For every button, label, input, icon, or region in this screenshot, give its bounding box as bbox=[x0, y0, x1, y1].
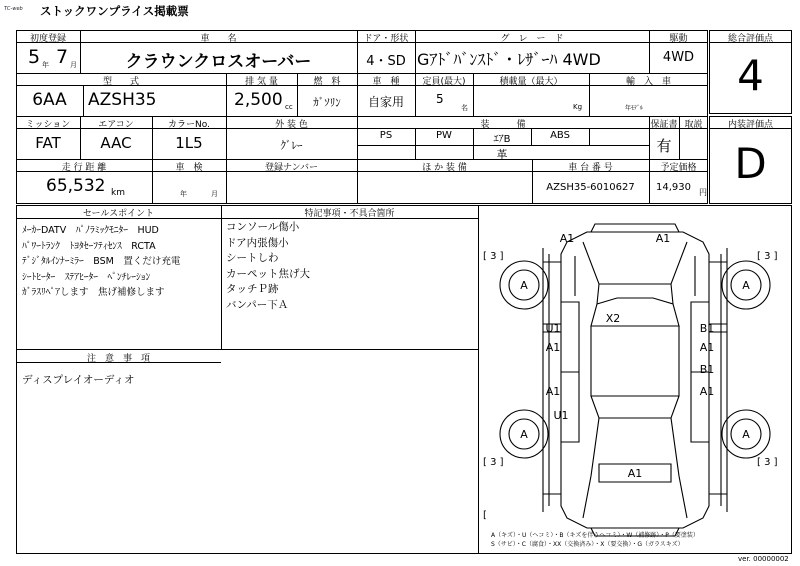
caution-item: ディスプレイオーディオ bbox=[22, 374, 135, 386]
label-import: 輸 入 車 bbox=[625, 77, 671, 87]
bracket-rear-left: [ 3 ] bbox=[483, 457, 504, 468]
equipment-abs: ABS bbox=[550, 130, 570, 141]
sales-point-item: ﾊﾟﾜｰﾄﾗﾝｸ ﾄﾖﾀｾｰﾌﾃｨｾﾝｽ RCTA bbox=[22, 240, 156, 252]
vehicle-type: 自家用 bbox=[367, 95, 404, 109]
legend-line-2: S（サビ）・C（腐食）・XX（交換済み）・X（要交換）・G（ガラスキズ） bbox=[491, 541, 684, 548]
label-interior-score: 内装評価点 bbox=[727, 120, 773, 130]
label-color-no: カラーNo. bbox=[168, 120, 210, 130]
label-other-equipment: ほ か 装 備 bbox=[422, 163, 467, 173]
unit-yen: 円 bbox=[699, 188, 707, 197]
interior-score: D bbox=[734, 139, 767, 188]
equipment-ps: PS bbox=[379, 130, 393, 141]
bracket-empty: [ bbox=[483, 510, 487, 521]
label-vehicle-type: 車 種 bbox=[372, 77, 400, 87]
label-displacement: 排 気 量 bbox=[245, 77, 278, 87]
special-note-item: シートしわ bbox=[226, 252, 279, 264]
caution-list bbox=[22, 373, 135, 389]
label-fuel: 燃 料 bbox=[313, 77, 341, 87]
mark-right-3: B1 bbox=[699, 363, 715, 376]
special-note-item: カーペット焦げ大 bbox=[226, 267, 310, 280]
unit-year: 年 bbox=[42, 61, 49, 69]
sales-points-list bbox=[22, 223, 180, 301]
mark-right-2: A1 bbox=[699, 341, 715, 354]
unit-inspection-year: 年 bbox=[180, 190, 187, 198]
mission: FAT bbox=[35, 134, 61, 152]
mark-left-1: U1 bbox=[545, 322, 561, 335]
mark-front-left: A1 bbox=[559, 232, 575, 245]
label-car-name: 車 名 bbox=[200, 34, 237, 44]
unit-inspection-month: 月 bbox=[211, 190, 218, 198]
label-drive: 駆動 bbox=[669, 34, 688, 44]
unit-month: 月 bbox=[70, 61, 77, 69]
mark-tire-rr: A bbox=[742, 428, 750, 441]
door-shape: 4・SD bbox=[366, 54, 406, 69]
chassis-no: AZSH35-6010627 bbox=[546, 182, 635, 193]
label-planned-price: 予定価格 bbox=[660, 163, 697, 173]
first-reg-year: 5 bbox=[28, 46, 41, 68]
special-notes-list bbox=[226, 220, 310, 313]
exterior-color: ｸﾞﾚｰ bbox=[280, 139, 303, 152]
mark-roof: X2 bbox=[605, 312, 621, 325]
special-note-item: タッチＰ跡 bbox=[226, 283, 279, 295]
unit-km: km bbox=[111, 188, 125, 198]
mark-tire-fl: A bbox=[520, 279, 528, 292]
special-note-item: ドア内張傷小 bbox=[226, 236, 289, 249]
equipment-airbag: ｴｱB bbox=[493, 134, 511, 145]
first-reg-month: 7 bbox=[56, 46, 69, 68]
label-first-reg: 初度登録 bbox=[29, 34, 66, 44]
capacity: 5 bbox=[436, 92, 444, 106]
color-no: 1L5 bbox=[175, 134, 203, 152]
model-code: AZSH35 bbox=[88, 90, 157, 110]
drive: 4WD bbox=[662, 50, 695, 65]
legend-line-1: A（キズ）・U（ヘコミ）・B（キズを伴うヘコミ）・W（補修跡）・P（要塗装） bbox=[491, 532, 699, 539]
sales-point-item: ｼｰﾄﾋｰﾀｰ ｽﾃｱﾋｰﾀｰ ﾍﾟﾝﾁﾚｰｼｮﾝ bbox=[22, 271, 151, 283]
page-title: ストックワンプライス掲載票 bbox=[40, 4, 189, 18]
unit-kg: Kg bbox=[573, 103, 583, 111]
car-name: クラウンクロスオーバー bbox=[125, 52, 312, 72]
label-aircon: エアコン bbox=[98, 120, 134, 130]
logo: TC-web bbox=[4, 6, 23, 12]
label-inspection: 車 検 bbox=[175, 163, 203, 173]
planned-price: 14,930 bbox=[656, 182, 691, 193]
label-caution: 注 意 事 項 bbox=[86, 354, 150, 364]
equipment-pw: PW bbox=[436, 130, 452, 141]
sales-point-item: ﾒｰｶｰDATV ﾊﾟﾉﾗﾐｯｸﾓﾆﾀｰ HUD bbox=[22, 225, 159, 236]
label-reg-number: 登録ナンバー bbox=[265, 163, 318, 173]
mark-right-4: A1 bbox=[699, 385, 715, 398]
version: ver. 00000002 bbox=[738, 555, 789, 563]
mark-rear: A1 bbox=[627, 467, 643, 480]
bracket-front-left: [ 3 ] bbox=[483, 251, 504, 262]
total-score: 4 bbox=[737, 51, 764, 100]
label-mileage: 走 行 距 離 bbox=[61, 163, 107, 173]
label-model: 型 式 bbox=[102, 77, 139, 87]
mileage: 65,532 bbox=[46, 176, 106, 196]
unit-person: 名 bbox=[461, 104, 468, 112]
label-door-shape: ドア・形状 bbox=[363, 34, 409, 44]
mark-tire-rl: A bbox=[520, 428, 528, 441]
model-prefix: 6AA bbox=[32, 90, 67, 110]
special-note-item: バンパー下Ａ bbox=[226, 298, 289, 311]
label-warranty: 保証書 bbox=[650, 120, 678, 130]
bracket-rear-right: [ 3 ] bbox=[757, 457, 778, 468]
car-damage-diagram bbox=[479, 206, 791, 552]
label-grade: グ レ ー ド bbox=[500, 34, 564, 44]
label-equipment: 装 備 bbox=[480, 120, 526, 130]
mark-tire-fr: A bbox=[742, 279, 750, 292]
grade: Gｱﾄﾞﾊﾞﾝｽﾄﾞ・ﾚｻﾞｰﾊ 4WD bbox=[417, 50, 601, 69]
label-mission: ミッション bbox=[25, 120, 71, 130]
label-exterior-color: 外 装 色 bbox=[275, 120, 308, 130]
mark-right-1: B1 bbox=[699, 322, 715, 335]
bracket-front-right: [ 3 ] bbox=[757, 251, 778, 262]
mark-left-3: A1 bbox=[545, 385, 561, 398]
mark-left-2: A1 bbox=[545, 341, 561, 354]
warranty: 有 bbox=[656, 137, 672, 155]
sales-point-item: ﾃﾞｼﾞﾀﾙｲﾝﾅｰﾐﾗｰ BSM 置くだけ充電 bbox=[22, 256, 181, 267]
label-special-notes: 特記事項・不具合箇所 bbox=[304, 209, 395, 219]
special-note-item: コンソール傷小 bbox=[226, 221, 300, 233]
label-manual: 取説 bbox=[684, 120, 703, 130]
label-chassis-no: 車 台 番 号 bbox=[568, 163, 613, 173]
mark-left-4: U1 bbox=[553, 409, 569, 422]
displacement: 2,500 bbox=[234, 90, 283, 110]
mark-front-right: A1 bbox=[655, 232, 671, 245]
label-sales-point: セールスポイント bbox=[82, 209, 155, 219]
unit-model-year: 年ﾓﾃﾞﾙ bbox=[625, 105, 644, 112]
sales-point-item: ｶﾞﾗｽﾘﾍﾟｱします 焦げ補修します bbox=[22, 287, 165, 298]
fuel: ｶﾞｿﾘﾝ bbox=[313, 96, 341, 109]
label-load: 積載量（最大） bbox=[499, 77, 563, 87]
aircon: AAC bbox=[100, 134, 132, 152]
unit-cc: cc bbox=[285, 103, 293, 111]
equipment-leather: 革 bbox=[496, 148, 508, 161]
label-capacity: 定員(最大) bbox=[422, 77, 466, 87]
label-total-score: 総合評価点 bbox=[727, 34, 773, 44]
